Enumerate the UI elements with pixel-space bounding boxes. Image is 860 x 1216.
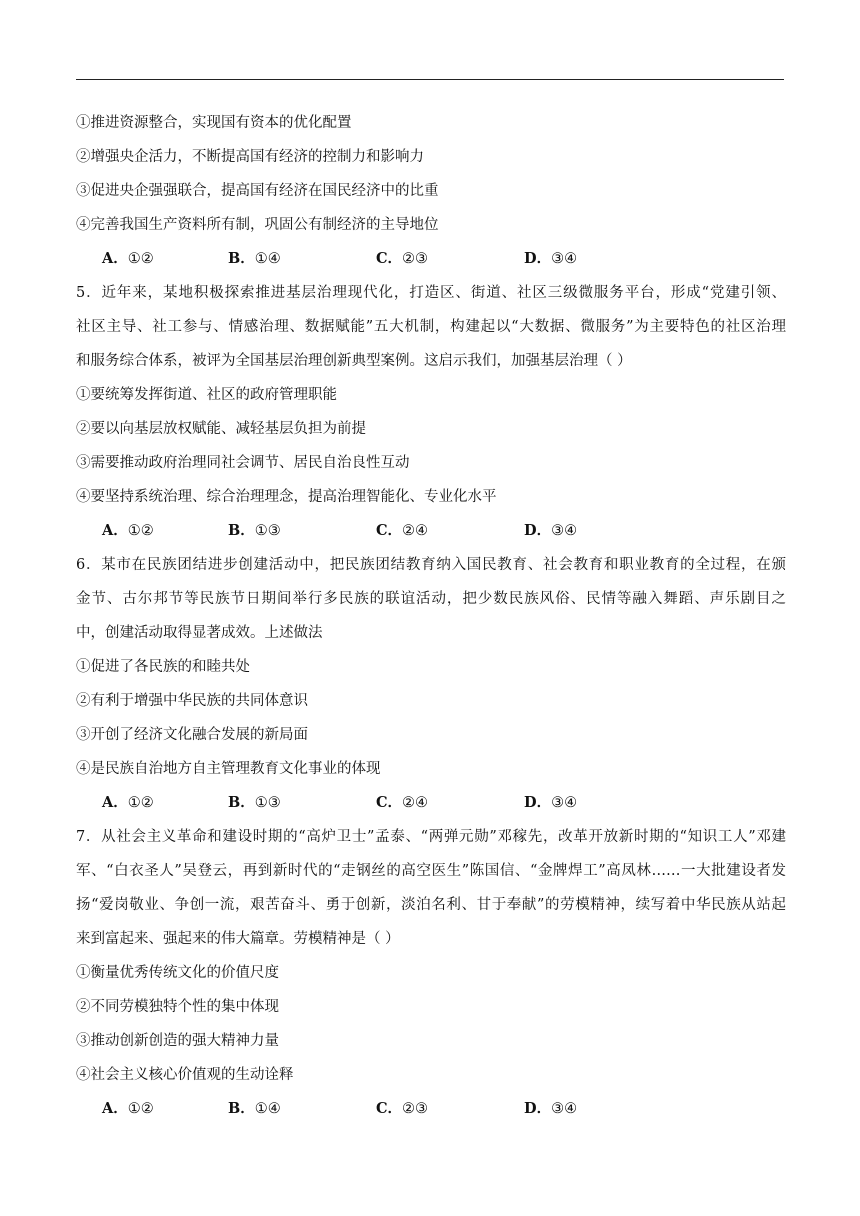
answer-options [76,514,786,548]
option-d[interactable]: D．③④ [524,250,578,267]
option-c[interactable]: C．②③ [376,250,429,267]
question-stem-line: 中，创建活动取得显著成效。上述做法 [76,625,323,641]
statement: ④是民族自治地方自主管理教育文化事业的体现 [76,761,381,777]
option-b[interactable]: B．①④ [228,1100,281,1117]
statement: ③促进央企强强联合，提高国有经济在国民经济中的比重 [76,183,439,199]
question-4 [76,106,786,276]
option-d[interactable]: D．③④ [524,794,578,811]
option-d[interactable]: D．③④ [524,522,578,539]
statement: ③需要推动政府治理同社会调节、居民自治良性互动 [76,455,410,471]
answer-options [76,242,786,276]
option-c[interactable]: C．②④ [376,522,429,539]
option-d[interactable]: D．③④ [524,1100,578,1117]
question-stem-line: 5．近年来，某地积极探索推进基层治理现代化，打造区、街道、社区三级微服务平台，形成“党建引领、 [76,285,786,301]
statement: ①促进了各民族的和睦共处 [76,659,250,675]
header-divider [76,79,784,80]
question-stem-line: 军、“白衣圣人”吴登云，再到新时代的“走钢丝的高空医生”陈国信、“金牌焊工”高凤林……一大批建设者发 [76,863,786,879]
option-a[interactable]: A．①② [102,794,154,811]
question-stem-line: 社区主导、社工参与、情感治理、数据赋能”五大机制，构建起以“大数据、微服务”为主要特色的社区治理 [76,319,786,335]
question-6 [76,548,786,820]
answer-options [76,786,786,820]
option-a[interactable]: A．①② [102,250,154,267]
question-stem-line: 扬“爱岗敬业、争创一流，艰苦奋斗、勇于创新，淡泊名利、甘于奉献”的劳模精神，续写着中华民族从站起 [76,897,786,913]
option-c[interactable]: C．②④ [376,794,429,811]
question-stem-line: 和服务综合体系，被评为全国基层治理创新典型案例。这启示我们，加强基层治理（ ） [76,353,632,369]
option-c[interactable]: C．②③ [376,1100,429,1117]
statement: ③推动创新创造的强大精神力量 [76,1033,279,1049]
question-7 [76,820,786,1126]
statement: ②增强央企活力，不断提高国有经济的控制力和影响力 [76,149,424,165]
statement: ②不同劳模独特个性的集中体现 [76,999,279,1015]
option-a[interactable]: A．①② [102,1100,154,1117]
answer-options [76,1092,786,1126]
option-a[interactable]: A．①② [102,522,154,539]
statement: ④要坚持系统治理、综合治理理念，提高治理智能化、专业化水平 [76,489,497,505]
question-stem-line: 7．从社会主义革命和建设时期的“高炉卫士”孟泰、“两弹元勋”邓稼先，改革开放新时期的“知识工人”邓建 [76,829,786,845]
question-5 [76,276,786,548]
statement: ④社会主义核心价值观的生动诠释 [76,1067,294,1083]
statement: ②有利于增强中华民族的共同体意识 [76,693,308,709]
statement: ①衡量优秀传统文化的价值尺度 [76,965,279,981]
statement: ③开创了经济文化融合发展的新局面 [76,727,308,743]
statement: ①要统筹发挥街道、社区的政府管理职能 [76,387,337,403]
statement: ②要以向基层放权赋能、减轻基层负担为前提 [76,421,366,437]
question-stem-line: 来到富起来、强起来的伟大篇章。劳模精神是（ ） [76,931,400,947]
question-stem-line: 金节、古尔邦节等民族节日期间举行多民族的联谊活动，把少数民族风俗、民情等融入舞蹈、声乐剧目之 [76,591,786,607]
question-stem-line: 6．某市在民族团结进步创建活动中，把民族团结教育纳入国民教育、社会教育和职业教育的全过程，在颁 [76,557,786,573]
option-b[interactable]: B．①③ [228,794,281,811]
option-b[interactable]: B．①③ [228,522,281,539]
questions-content [76,106,786,1126]
statement: ④完善我国生产资料所有制，巩固公有制经济的主导地位 [76,217,439,233]
statement: ①推进资源整合，实现国有资本的优化配置 [76,115,352,131]
option-b[interactable]: B．①④ [228,250,281,267]
